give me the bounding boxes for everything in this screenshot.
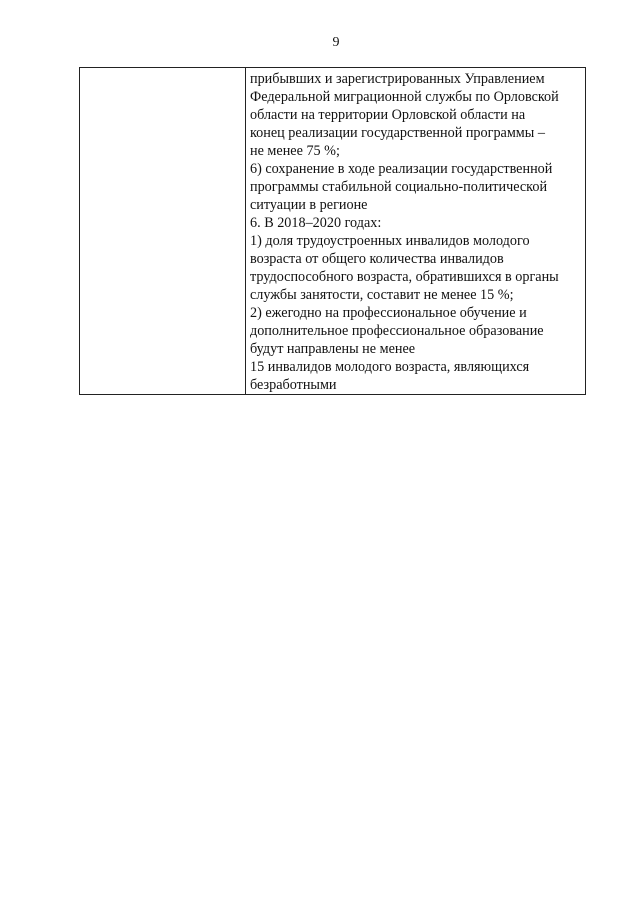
text-line: 6) сохранение в ходе реализации государственной [250,161,553,177]
text-line: 6. В 2018–2020 годах: [250,215,382,231]
text-line: службы занятости, составит не менее 15 %; [250,287,514,303]
text-line: дополнительное профессиональное образование [250,323,544,339]
text-line: безработными [250,377,337,393]
text-line: 1) доля трудоустроенных инвалидов молодого [250,233,530,249]
text-line: не менее 75 %; [250,143,340,159]
text-line: 15 инвалидов молодого возраста, являющихся [250,359,530,375]
table-row [80,68,586,395]
text-line: ситуации в регионе [250,197,368,213]
text-line: трудоспособного возраста, обратившихся в органы [250,269,559,285]
text-line: области на территории Орловской области на [250,107,526,123]
text-line: будут направлены не менее [250,341,416,357]
text-line: 2) ежегодно на профессиональное обучение и [250,305,527,321]
text-line: конец реализации государственной программы – [250,125,545,141]
table-cell-right-text [246,68,586,395]
table-cell-left-empty [80,68,246,395]
page-number: 9 [332,35,340,50]
text-line: прибывших и зарегистрированных Управлением [250,71,545,87]
text-line: программы стабильной социально-политической [250,179,548,195]
program-indicators-table [79,67,586,395]
text-line: Федеральной миграционной службы по Орловской [250,89,559,105]
text-line: возраста от общего количества инвалидов [250,251,504,267]
